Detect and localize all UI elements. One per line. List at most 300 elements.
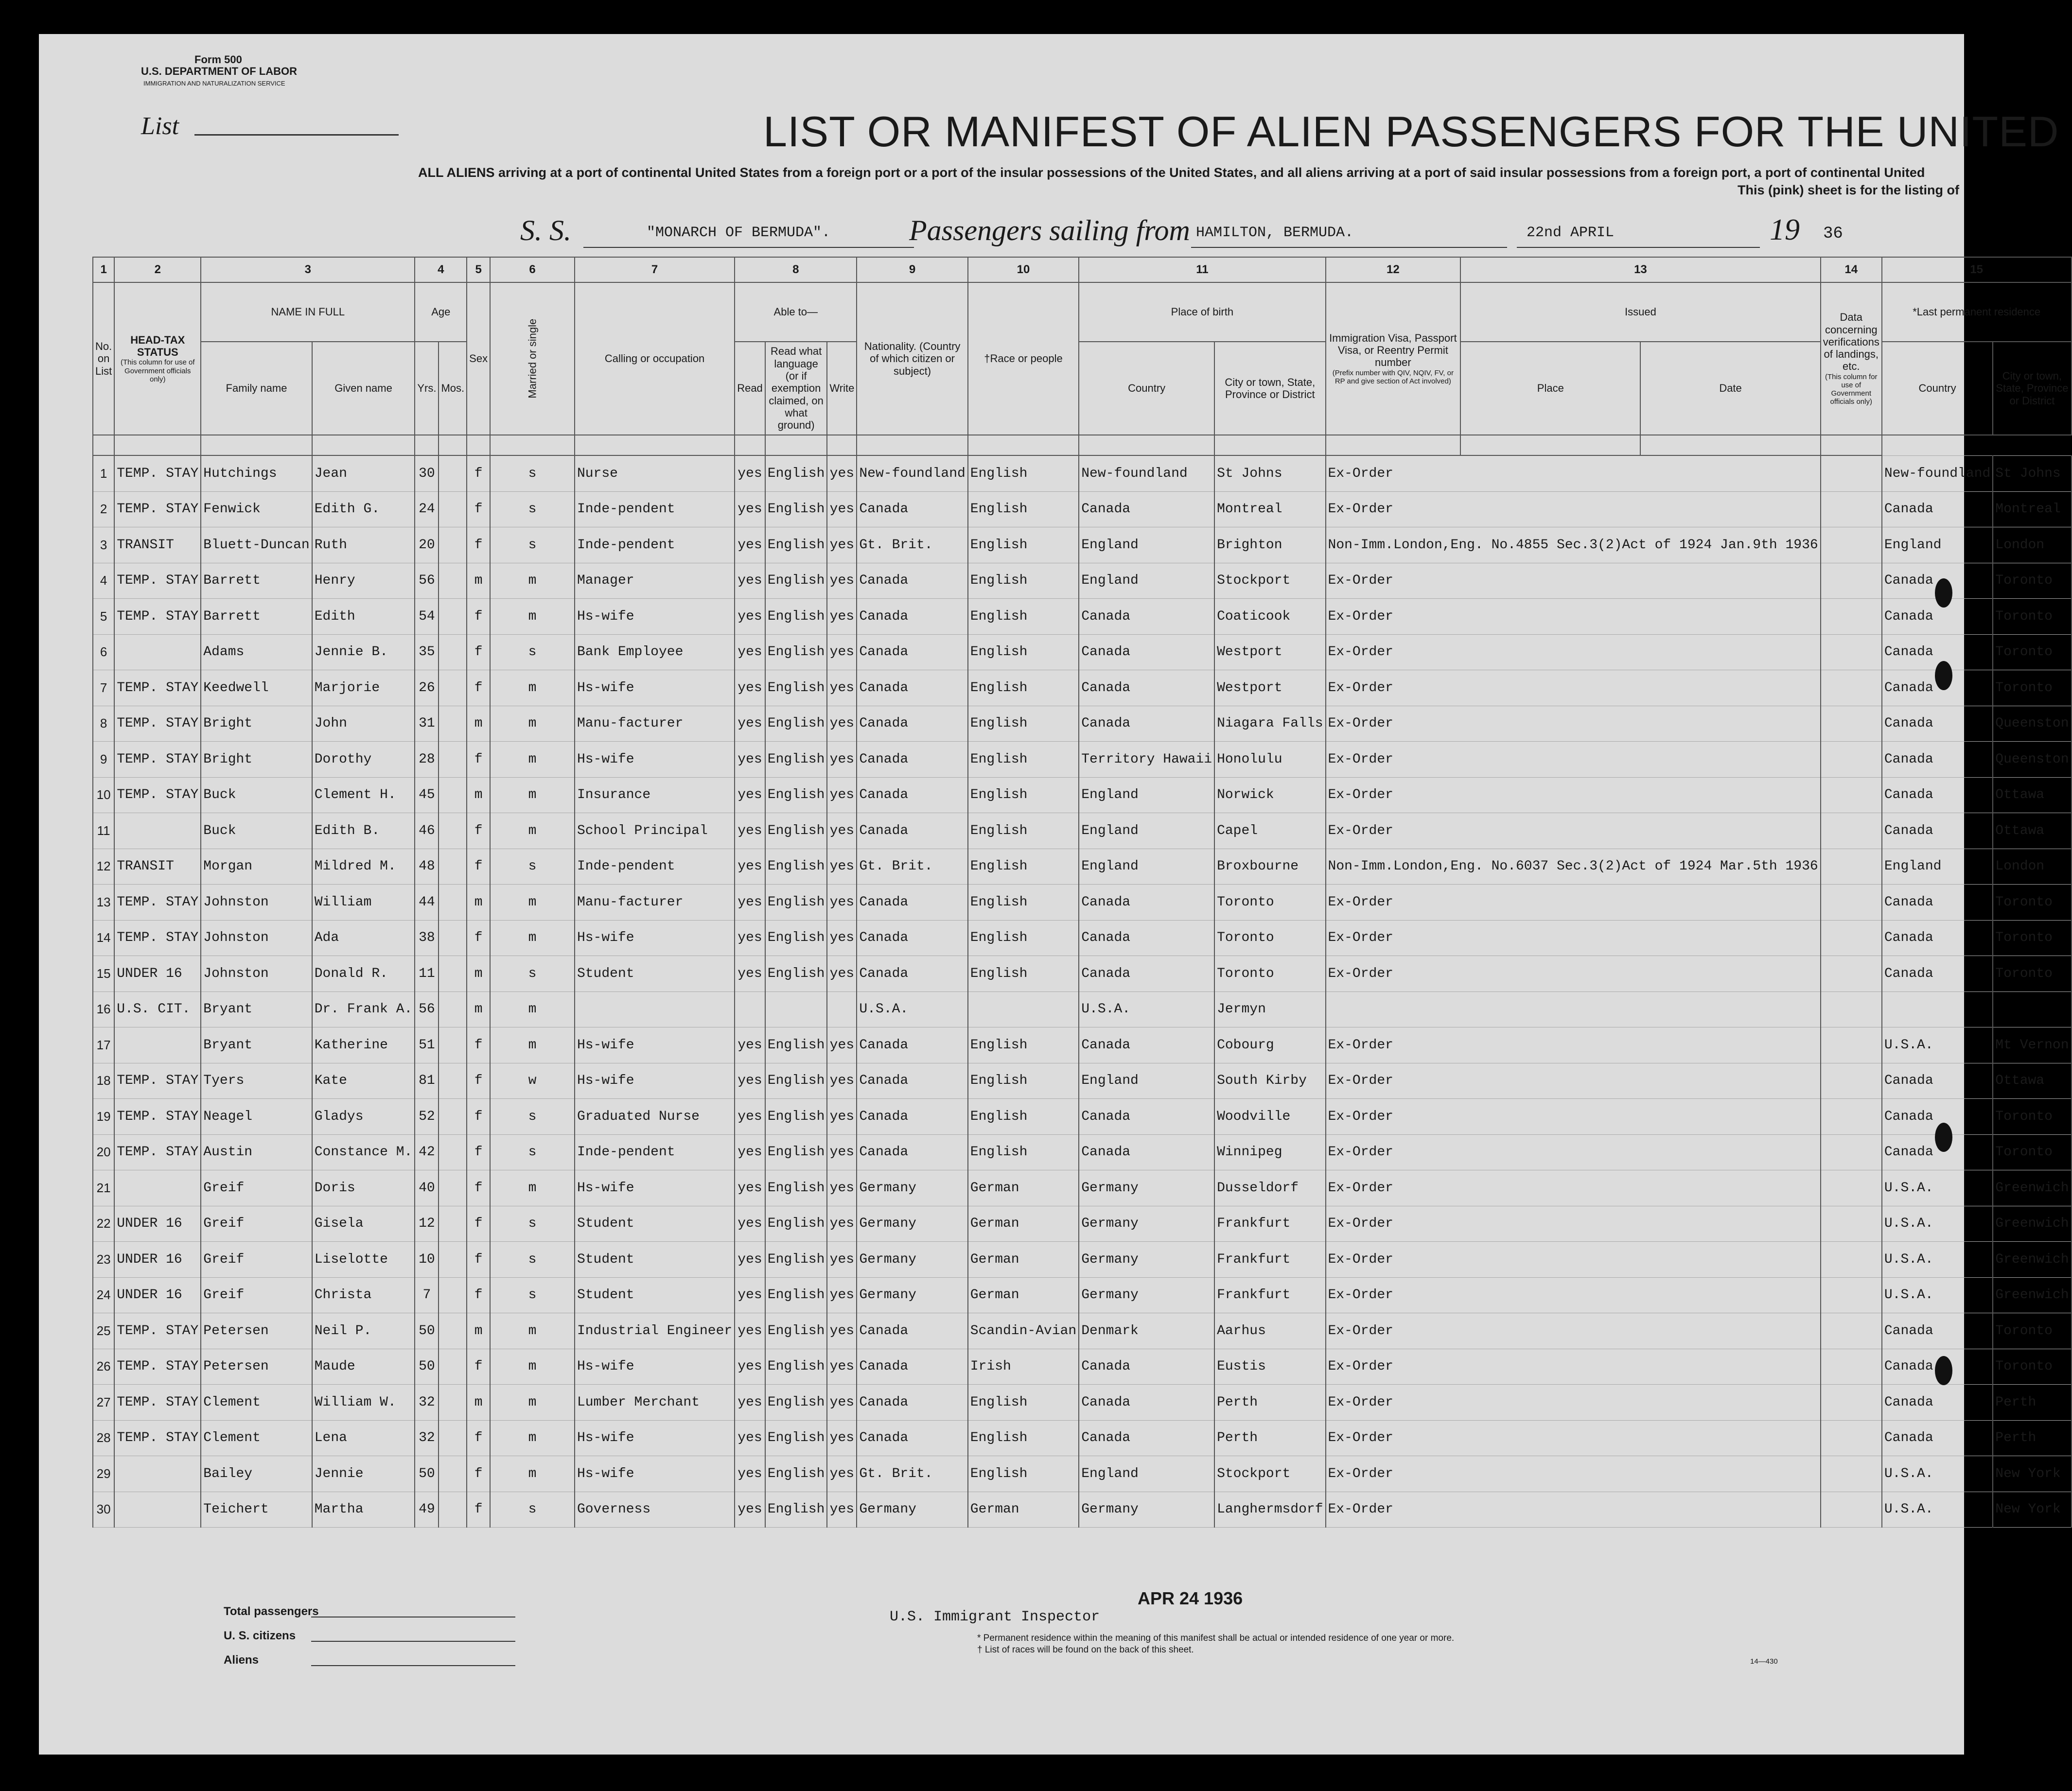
sex: f	[467, 670, 490, 706]
row-number: 6	[93, 634, 114, 670]
head-tax-status: TEMP. STAY	[114, 563, 201, 599]
read-language: English	[765, 491, 827, 527]
birth-city: Frankfurt	[1214, 1206, 1325, 1242]
family-name: Austin	[201, 1134, 312, 1170]
residence-country: Canada	[1882, 885, 1993, 921]
age-months	[439, 455, 467, 491]
can-read: yes	[735, 634, 765, 670]
birth-country: England	[1079, 527, 1214, 563]
birth-city: Toronto	[1214, 956, 1325, 992]
row-number: 4	[93, 563, 114, 599]
read-language: English	[765, 1420, 827, 1456]
residence-country: Canada	[1882, 920, 1993, 956]
col-number-11: 11	[1079, 257, 1325, 282]
given-name: Lena	[312, 1420, 415, 1456]
table-row	[93, 991, 2072, 1027]
col-number-12: 12	[1326, 257, 1461, 282]
marital-status: m	[490, 1027, 575, 1063]
can-read: yes	[735, 1170, 765, 1206]
read-language: English	[765, 527, 827, 563]
head-tax-status: TEMP. STAY	[114, 455, 201, 491]
birth-country: England	[1079, 1063, 1214, 1099]
birth-city: Brighton	[1214, 527, 1325, 563]
birth-country: New-foundland	[1079, 455, 1214, 491]
visa-number: Ex-Order	[1326, 1277, 1821, 1313]
residence-city: Toronto	[1993, 1349, 2071, 1385]
can-read: yes	[735, 1099, 765, 1135]
can-write: yes	[827, 1313, 857, 1349]
binder-hole-2	[1935, 661, 1952, 690]
given-name: Maude	[312, 1349, 415, 1385]
inspector-label: U.S. Immigrant Inspector	[890, 1609, 1100, 1625]
header-family-name: Family name	[201, 342, 312, 435]
header-issued: Issued	[1460, 282, 1821, 342]
residence-city: Ottawa	[1993, 1063, 2071, 1099]
residence-city: Mt Vernon	[1993, 1027, 2071, 1063]
can-write: yes	[827, 1277, 857, 1313]
sailing-label: Passengers sailing from	[909, 214, 1190, 246]
age-months	[439, 1277, 467, 1313]
read-language: English	[765, 455, 827, 491]
nationality: Canada	[857, 563, 967, 599]
given-name: Neil P.	[312, 1313, 415, 1349]
binder-hole-1	[1935, 578, 1952, 608]
nationality: Canada	[857, 491, 967, 527]
family-name: Bluett-Duncan	[201, 527, 312, 563]
residence-country: Canada	[1882, 634, 1993, 670]
visa-number	[1326, 991, 1821, 1027]
occupation: Hs-wife	[575, 1063, 735, 1099]
verification	[1821, 1099, 1882, 1135]
row-number: 7	[93, 670, 114, 706]
race: English	[968, 1027, 1079, 1063]
table-row	[93, 670, 2072, 706]
nationality: Canada	[857, 813, 967, 849]
table-row	[93, 599, 2072, 635]
nationality: Canada	[857, 634, 967, 670]
residence-city: Toronto	[1993, 1134, 2071, 1170]
us-citizens-label: U. S. citizens	[224, 1629, 296, 1642]
family-name: Greif	[201, 1277, 312, 1313]
verification	[1821, 455, 1882, 491]
birth-country: Canada	[1079, 706, 1214, 742]
header-head-tax	[114, 282, 201, 435]
table-row	[93, 1420, 2072, 1456]
table-row	[93, 1313, 2072, 1349]
race: German	[968, 1170, 1079, 1206]
can-read: yes	[735, 885, 765, 921]
verification	[1821, 742, 1882, 778]
nationality: Germany	[857, 1242, 967, 1278]
table-row	[93, 527, 2072, 563]
residence-country: Canada	[1882, 813, 1993, 849]
read-language: English	[765, 1099, 827, 1135]
race: English	[968, 956, 1079, 992]
verification	[1821, 599, 1882, 635]
residence-city: Greenwich	[1993, 1206, 2071, 1242]
age-months	[439, 1170, 467, 1206]
nationality: Canada	[857, 1027, 967, 1063]
residence-city: Perth	[1993, 1420, 2071, 1456]
race: English	[968, 742, 1079, 778]
family-name: Johnston	[201, 956, 312, 992]
table-row	[93, 1277, 2072, 1313]
visa-number: Ex-Order	[1326, 1242, 1821, 1278]
can-write: yes	[827, 1063, 857, 1099]
race: English	[968, 527, 1079, 563]
nationality: Gt. Brit.	[857, 1456, 967, 1492]
age-years: 50	[415, 1313, 439, 1349]
read-language: English	[765, 1134, 827, 1170]
visa-number: Ex-Order	[1326, 1420, 1821, 1456]
marital-status: m	[490, 885, 575, 921]
nationality: Germany	[857, 1492, 967, 1528]
read-language: English	[765, 1027, 827, 1063]
family-name: Greif	[201, 1206, 312, 1242]
row-number: 8	[93, 706, 114, 742]
header-race: †Race or people	[968, 282, 1079, 435]
age-years: 10	[415, 1242, 439, 1278]
age-years: 81	[415, 1063, 439, 1099]
header-birth-country: Country	[1079, 342, 1214, 435]
head-tax-status	[114, 1170, 201, 1206]
read-language: English	[765, 1242, 827, 1278]
race: English	[968, 491, 1079, 527]
ship-name-line	[583, 247, 914, 248]
read-language: English	[765, 1385, 827, 1421]
given-name: Gisela	[312, 1206, 415, 1242]
given-name: Ruth	[312, 527, 415, 563]
col-number-8: 8	[735, 257, 857, 282]
given-name: William	[312, 885, 415, 921]
nationality: Canada	[857, 885, 967, 921]
family-name: Petersen	[201, 1313, 312, 1349]
row-number: 20	[93, 1134, 114, 1170]
page-subtitle-2: This (pink) sheet is for the listing of	[1737, 183, 1959, 197]
can-write: yes	[827, 527, 857, 563]
nationality: Germany	[857, 1206, 967, 1242]
birth-city: South Kirby	[1214, 1063, 1325, 1099]
sex: f	[467, 1492, 490, 1528]
family-name: Greif	[201, 1170, 312, 1206]
visa-number: Ex-Order	[1326, 1027, 1821, 1063]
marital-status: m	[490, 1385, 575, 1421]
can-write: yes	[827, 455, 857, 491]
birth-country: Canada	[1079, 1349, 1214, 1385]
marital-status: s	[490, 491, 575, 527]
ss-label: S. S.	[520, 214, 571, 246]
sex: f	[467, 849, 490, 885]
family-name: Clement	[201, 1385, 312, 1421]
age-months	[439, 1420, 467, 1456]
read-language: English	[765, 706, 827, 742]
visa-number: Non-Imm.London,Eng. No.6037 Sec.3(2)Act of 1924 Mar.5th 1936	[1326, 849, 1821, 885]
verification	[1821, 777, 1882, 813]
residence-city: Toronto	[1993, 920, 2071, 956]
header-age: Age	[415, 282, 467, 342]
sex: f	[467, 742, 490, 778]
race: English	[968, 1456, 1079, 1492]
read-language: English	[765, 1349, 827, 1385]
visa-number: Ex-Order	[1326, 813, 1821, 849]
head-tax-status: TEMP. STAY	[114, 1063, 201, 1099]
read-language: English	[765, 1456, 827, 1492]
birth-country: Germany	[1079, 1242, 1214, 1278]
given-name: Mildred M.	[312, 849, 415, 885]
can-write: yes	[827, 920, 857, 956]
residence-city: Greenwich	[1993, 1170, 2071, 1206]
sex: f	[467, 1170, 490, 1206]
age-months	[439, 1313, 467, 1349]
given-name: Henry	[312, 563, 415, 599]
birth-city: Aarhus	[1214, 1313, 1325, 1349]
residence-city: Ottawa	[1993, 813, 2071, 849]
row-number: 19	[93, 1099, 114, 1135]
nationality: Canada	[857, 742, 967, 778]
row-number: 10	[93, 777, 114, 813]
row-number: 11	[93, 813, 114, 849]
given-name: Christa	[312, 1277, 415, 1313]
marital-status: m	[490, 813, 575, 849]
table-row	[93, 849, 2072, 885]
birth-city: Jermyn	[1214, 991, 1325, 1027]
can-write: yes	[827, 634, 857, 670]
residence-country: England	[1882, 849, 1993, 885]
ship-name: "MONARCH OF BERMUDA".	[647, 225, 831, 241]
page-title: LIST OR MANIFEST OF ALIEN PASSENGERS FOR THE UNITED	[763, 107, 2059, 156]
birth-country: Territory Hawaii	[1079, 742, 1214, 778]
can-read: yes	[735, 1385, 765, 1421]
nationality: U.S.A.	[857, 991, 967, 1027]
can-read: yes	[735, 1206, 765, 1242]
visa-number: Ex-Order	[1326, 885, 1821, 921]
family-name: Barrett	[201, 599, 312, 635]
occupation: Hs-wife	[575, 670, 735, 706]
head-tax-status	[114, 1027, 201, 1063]
visa-number: Ex-Order	[1326, 1099, 1821, 1135]
residence-city: Toronto	[1993, 599, 2071, 635]
sex: f	[467, 1277, 490, 1313]
birth-city: Eustis	[1214, 1349, 1325, 1385]
residence-city: Ottawa	[1993, 777, 2071, 813]
residence-city: Greenwich	[1993, 1277, 2071, 1313]
race: English	[968, 813, 1079, 849]
marital-status: m	[490, 1420, 575, 1456]
col-number-5: 5	[467, 257, 490, 282]
birth-country: Germany	[1079, 1206, 1214, 1242]
header-mos: Mos.	[439, 342, 467, 435]
age-months	[439, 563, 467, 599]
can-write: yes	[827, 1492, 857, 1528]
age-years: 56	[415, 991, 439, 1027]
nationality: Germany	[857, 1170, 967, 1206]
birth-country: England	[1079, 1456, 1214, 1492]
birth-country: Canada	[1079, 920, 1214, 956]
family-name: Buck	[201, 777, 312, 813]
header-birth-city: City or town, State, Province or District	[1214, 342, 1325, 435]
read-language: English	[765, 1492, 827, 1528]
birth-country: Germany	[1079, 1277, 1214, 1313]
table-row	[93, 1206, 2072, 1242]
residence-city: London	[1993, 849, 2071, 885]
can-write: yes	[827, 1242, 857, 1278]
read-language: English	[765, 920, 827, 956]
residence-country: Canada	[1882, 1420, 1993, 1456]
header-calling: Calling or occupation	[575, 282, 735, 435]
binder-hole-4	[1935, 1356, 1952, 1385]
residence-city: Toronto	[1993, 1099, 2071, 1135]
residence-country: U.S.A.	[1882, 1206, 1993, 1242]
sex: f	[467, 813, 490, 849]
can-read: yes	[735, 1277, 765, 1313]
can-write: yes	[827, 885, 857, 921]
family-name: Barrett	[201, 563, 312, 599]
race: English	[968, 670, 1079, 706]
residence-city: Greenwich	[1993, 1242, 2071, 1278]
header-yrs: Yrs.	[415, 342, 439, 435]
residence-country: Canada	[1882, 956, 1993, 992]
head-tax-status: TEMP. STAY	[114, 706, 201, 742]
sex: m	[467, 1385, 490, 1421]
age-years: 50	[415, 1349, 439, 1385]
marital-status: s	[490, 1099, 575, 1135]
age-months	[439, 1492, 467, 1528]
can-write: yes	[827, 1385, 857, 1421]
age-years: 56	[415, 563, 439, 599]
visa-number: Ex-Order	[1326, 1206, 1821, 1242]
family-name: Fenwick	[201, 491, 312, 527]
table-row	[93, 706, 2072, 742]
verification	[1821, 527, 1882, 563]
head-tax-status: TEMP. STAY	[114, 742, 201, 778]
family-name: Neagel	[201, 1099, 312, 1135]
family-name: Johnston	[201, 885, 312, 921]
age-months	[439, 634, 467, 670]
residence-country: Canada	[1882, 1063, 1993, 1099]
age-years: 42	[415, 1134, 439, 1170]
header-visa-note: (Prefix number with QIV, NQIV, FV, or RP and give section of Act involved)	[1332, 368, 1454, 385]
given-name: Kate	[312, 1063, 415, 1099]
occupation: Nurse	[575, 455, 735, 491]
marital-status: m	[490, 1313, 575, 1349]
birth-city: Norwick	[1214, 777, 1325, 813]
can-write: yes	[827, 706, 857, 742]
can-read: yes	[735, 956, 765, 992]
sex: f	[467, 527, 490, 563]
row-number: 16	[93, 991, 114, 1027]
departure-port: HAMILTON, BERMUDA.	[1196, 225, 1354, 241]
residence-country: New-foundland	[1882, 455, 1993, 491]
head-tax-status: TRANSIT	[114, 849, 201, 885]
sex: m	[467, 885, 490, 921]
header-residence-country: Country	[1882, 342, 1993, 435]
can-read: yes	[735, 1134, 765, 1170]
row-number: 13	[93, 885, 114, 921]
occupation: Hs-wife	[575, 599, 735, 635]
given-name: Constance M.	[312, 1134, 415, 1170]
birth-city: Coaticook	[1214, 599, 1325, 635]
verification	[1821, 563, 1882, 599]
marital-status: m	[490, 706, 575, 742]
marital-status: s	[490, 1277, 575, 1313]
nationality: Canada	[857, 1099, 967, 1135]
age-years: 50	[415, 1456, 439, 1492]
occupation: Hs-wife	[575, 1349, 735, 1385]
inspection-stamp: APR 24 1936	[1138, 1588, 1243, 1608]
race: German	[968, 1242, 1079, 1278]
visa-number: Ex-Order	[1326, 1063, 1821, 1099]
row-number: 3	[93, 527, 114, 563]
birth-city: Frankfurt	[1214, 1242, 1325, 1278]
nationality: Canada	[857, 777, 967, 813]
visa-number: Ex-Order	[1326, 1134, 1821, 1170]
marital-status: s	[490, 1242, 575, 1278]
nationality: Canada	[857, 1063, 967, 1099]
visa-number: Ex-Order	[1326, 1170, 1821, 1206]
birth-country: Canada	[1079, 1420, 1214, 1456]
read-language: English	[765, 1313, 827, 1349]
verification	[1821, 706, 1882, 742]
marital-status: m	[490, 1349, 575, 1385]
sex: f	[467, 1206, 490, 1242]
can-write: yes	[827, 777, 857, 813]
visa-number: Ex-Order	[1326, 670, 1821, 706]
can-read: yes	[735, 742, 765, 778]
head-tax-status: TEMP. STAY	[114, 1099, 201, 1135]
birth-country: Canada	[1079, 634, 1214, 670]
race: English	[968, 599, 1079, 635]
visa-number: Ex-Order	[1326, 920, 1821, 956]
race: English	[968, 920, 1079, 956]
marital-status: s	[490, 1134, 575, 1170]
occupation: Bank Employee	[575, 634, 735, 670]
family-name: Bryant	[201, 991, 312, 1027]
residence-city: Queenston	[1993, 706, 2071, 742]
manifest-page	[39, 34, 2069, 1755]
sailing-date: 22nd APRIL	[1527, 225, 1615, 241]
family-name: Bright	[201, 742, 312, 778]
sex: f	[467, 1134, 490, 1170]
row-number: 21	[93, 1170, 114, 1206]
can-read: yes	[735, 1420, 765, 1456]
read-language: English	[765, 599, 827, 635]
birth-city: Woodville	[1214, 1099, 1325, 1135]
nationality: Canada	[857, 920, 967, 956]
table-row	[93, 1170, 2072, 1206]
total-passengers-label: Total passengers	[224, 1605, 319, 1618]
can-write: yes	[827, 563, 857, 599]
row-number: 5	[93, 599, 114, 635]
can-read: yes	[735, 1242, 765, 1278]
can-write: yes	[827, 1027, 857, 1063]
birth-city: Niagara Falls	[1214, 706, 1325, 742]
residence-country: Canada	[1882, 491, 1993, 527]
head-tax-status: TEMP. STAY	[114, 1420, 201, 1456]
nationality: Canada	[857, 1420, 967, 1456]
occupation: Governess	[575, 1492, 735, 1528]
can-read: yes	[735, 1027, 765, 1063]
age-months	[439, 1134, 467, 1170]
residence-country: Canada	[1882, 1313, 1993, 1349]
col-number-9: 9	[857, 257, 967, 282]
header-place-of-birth: Place of birth	[1079, 282, 1325, 342]
birth-country: Canada	[1079, 491, 1214, 527]
table-row	[93, 563, 2072, 599]
residence-country: U.S.A.	[1882, 1456, 1993, 1492]
row-number: 18	[93, 1063, 114, 1099]
age-years: 30	[415, 455, 439, 491]
head-tax-status: TEMP. STAY	[114, 1349, 201, 1385]
